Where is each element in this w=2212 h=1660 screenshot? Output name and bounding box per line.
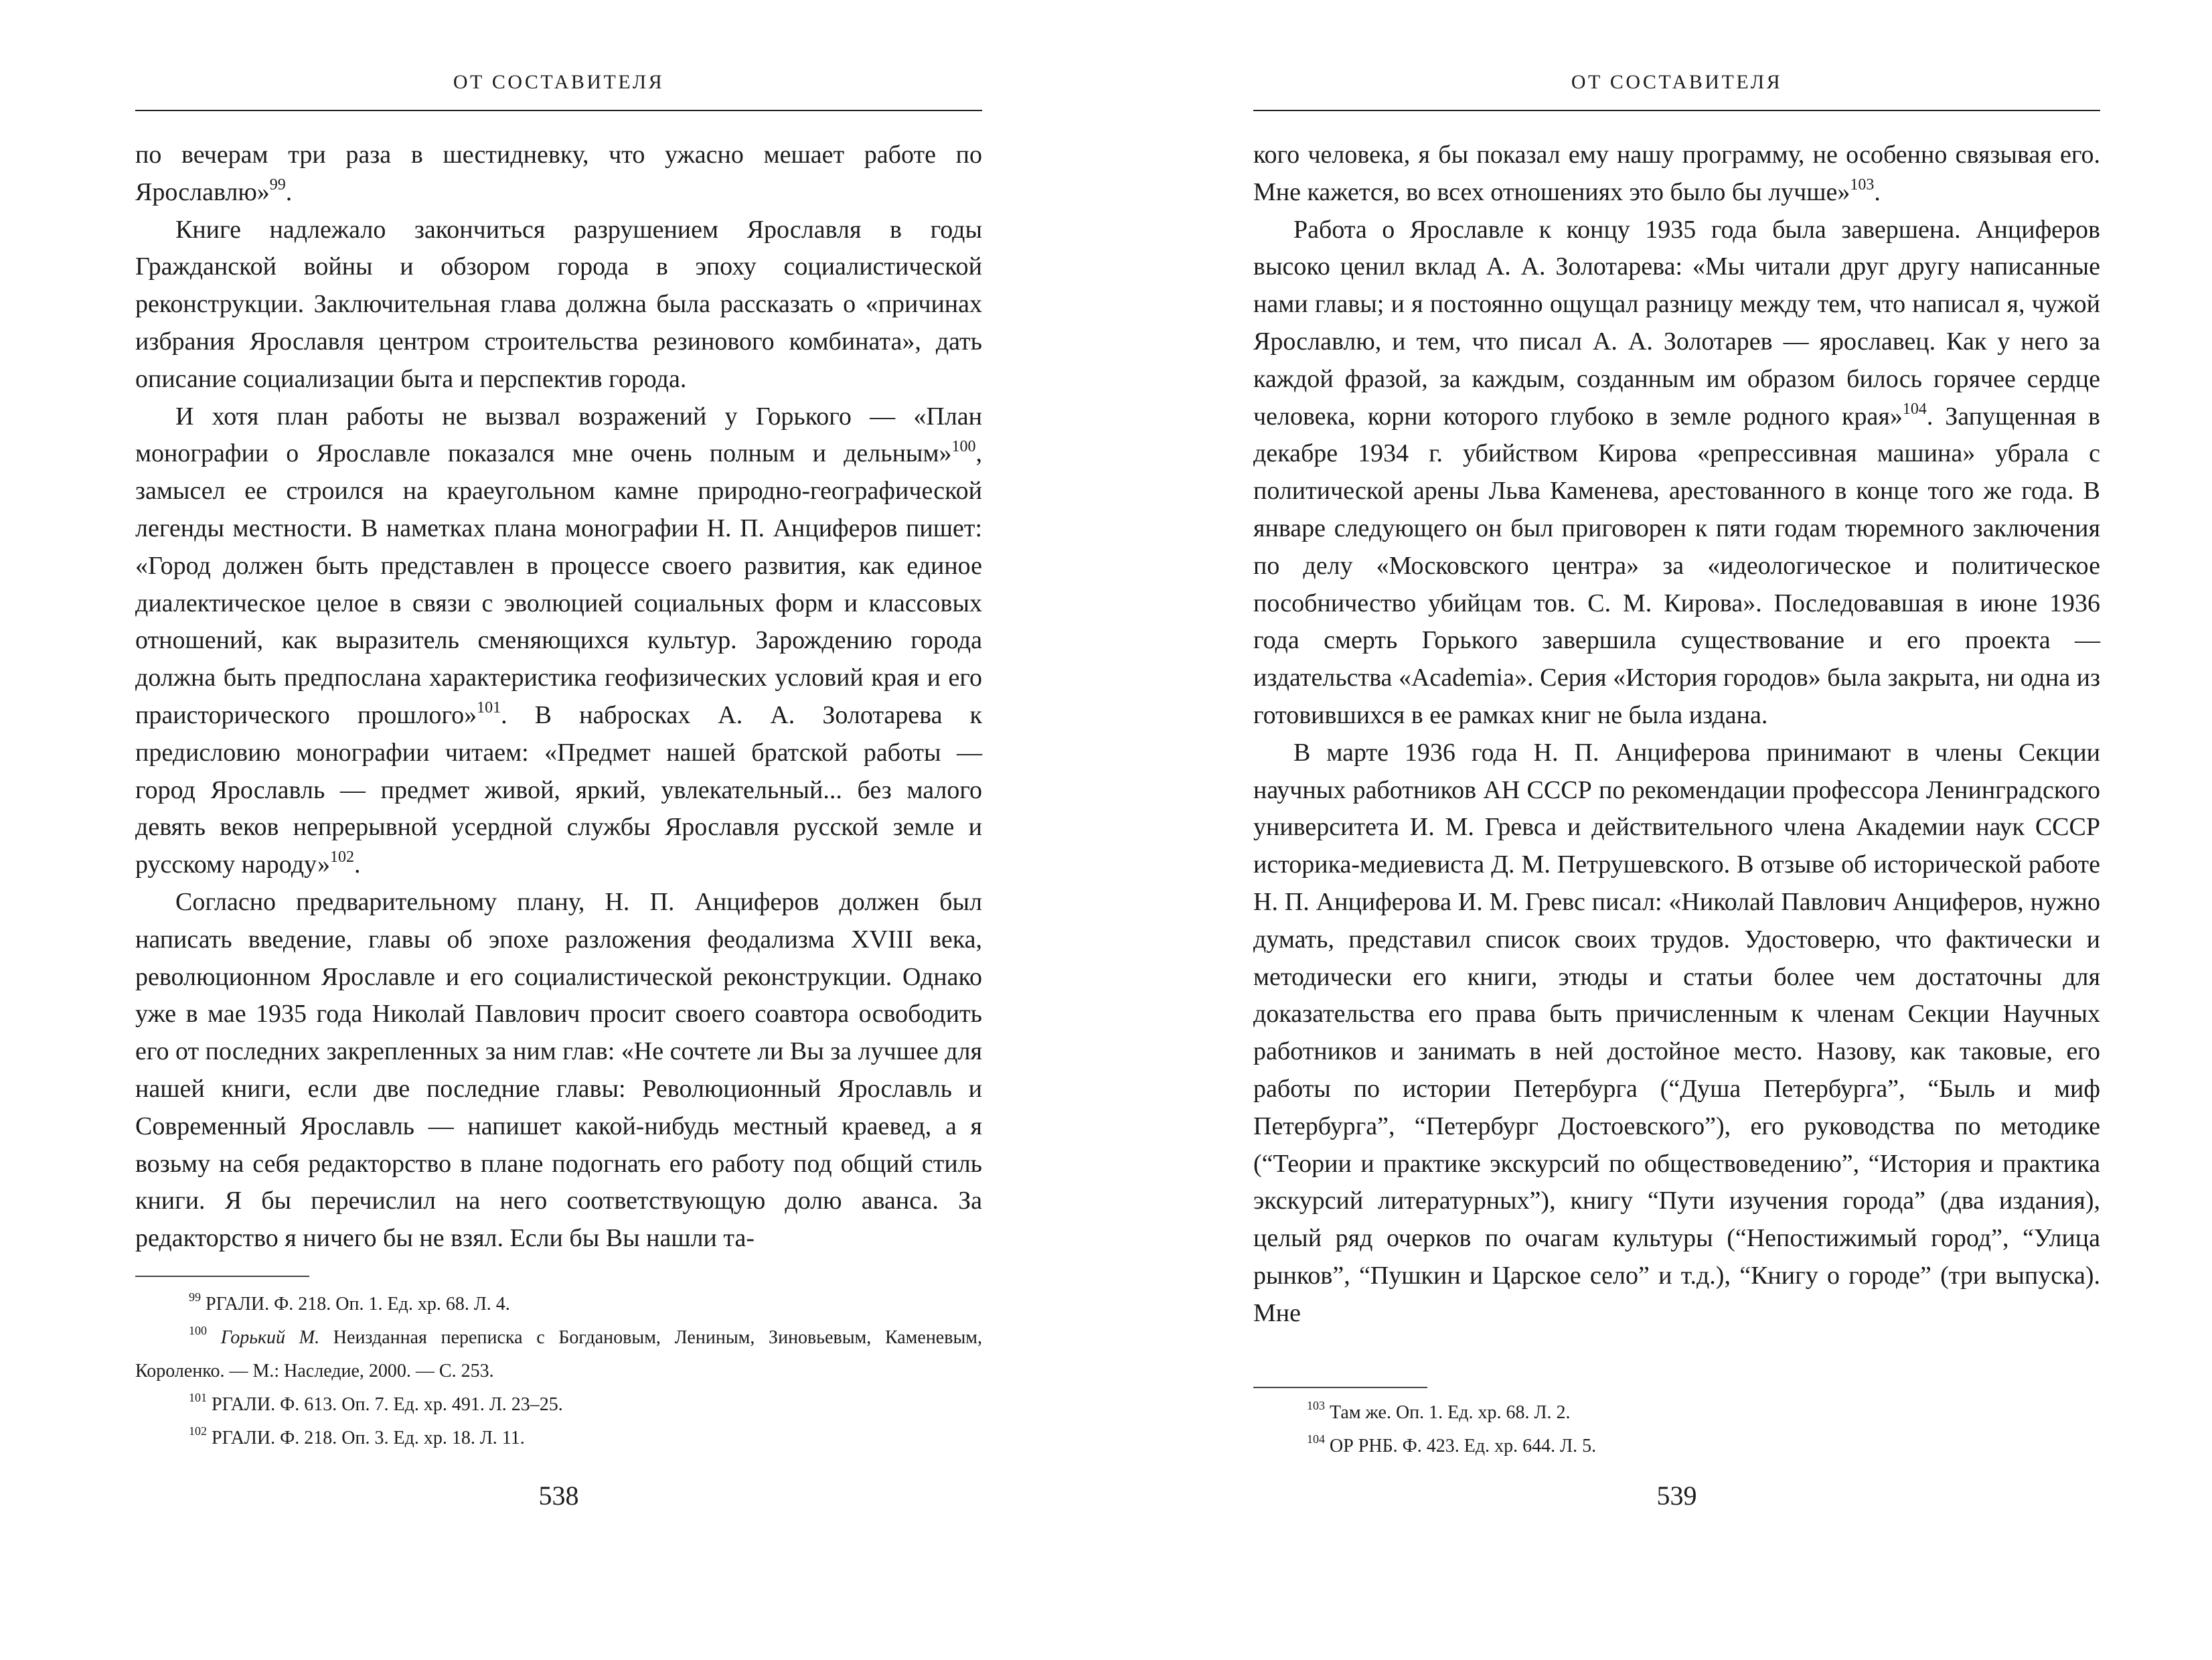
body-paragraph — [135, 398, 982, 884]
footnote-number: 104 — [1307, 1432, 1325, 1446]
paragraph-text: по вечерам три раза в шестидневку, что ужасно мешает работе по Ярославлю» — [135, 141, 982, 206]
right-page — [1253, 0, 2100, 1660]
footnote-text: Там же. Оп. 1. Ед. хр. 68. Л. 2. — [1330, 1402, 1571, 1423]
paragraph-text: , замысел ее строился на краеугольном камне природно-географической легенды местности. В наметках плана монографии Н. П. Анциферов пишет: «Город должен быть представлен в процессе своего развития, как единое диалектическое целое в связи с эволюцией социальных форм и классовых отношений, как выразитель сменяющихся культур. Зарождению города должна быть предпослана характеристика геофизических условий края и его праисторического прошлого» — [135, 439, 982, 729]
footnote-marker: 101 — [477, 699, 501, 717]
footnote — [1253, 1396, 2100, 1430]
paragraph-text: И хотя план работы не вызвал возражений у Горького — «План монографии о Ярославле показался мне очень полным и дельным» — [135, 402, 982, 468]
footnote-marker: 102 — [329, 848, 354, 866]
footnote-rule — [1253, 1387, 1427, 1388]
footnote-number: 101 — [189, 1390, 207, 1404]
page-number: 539 — [1656, 1481, 1697, 1511]
footnote — [135, 1321, 982, 1388]
paragraph-text: . — [1874, 177, 1881, 206]
body-text — [135, 137, 982, 1258]
footnote-text: РГАЛИ. Ф. 218. Оп. 3. Ед. хр. 18. Л. 11. — [212, 1428, 525, 1448]
footnote — [135, 1422, 982, 1455]
footnote — [1253, 1430, 2100, 1463]
paragraph-text: . В набросках А. А. Золотарева к предисловию монографии читаем: «Предмет нашей братской работы — город Ярославль — предмет живой, яркий, увлекательный... без малого девять веков непрерывной усердной службы Ярославля русской земле и русскому народу» — [135, 700, 982, 879]
footnote-number: 99 — [189, 1290, 201, 1304]
body-paragraph — [135, 884, 982, 1258]
footnote-text: Неизданная переписка с Богдановым, Лениным, Зиновьевым, Каменевым, Короленко. — М.: Наследие, 2000. — С. 253. — [135, 1327, 982, 1381]
footnote-number: 100 — [189, 1323, 207, 1337]
footnote-number: 102 — [189, 1424, 207, 1438]
paragraph-text: Работа о Ярославле к концу 1935 года была завершена. Анциферов высоко ценил вклад А. А. Золотарева: «Мы читали друг другу написанные нами главы; и я постоянно ощущал разницу между тем, что написал я, чужой Ярославлю, и тем, что писал А. А. Золотарев — ярославец. Как у него за каждой фразой, за каждым, созданным им образом билось горячее сердце человека, корни которого глубоко в земле родного края» — [1253, 215, 2100, 431]
footnote — [135, 1288, 982, 1321]
footnote-number: 103 — [1307, 1398, 1325, 1412]
header-rule — [135, 110, 982, 111]
footnote-text: РГАЛИ. Ф. 218. Оп. 1. Ед. хр. 68. Л. 4. — [206, 1294, 510, 1314]
body-paragraph — [1253, 735, 2100, 1333]
body-paragraph — [135, 137, 982, 212]
paragraph-text: Согласно предварительному плану, Н. П. Анциферов должен был написать введение, главы об эпохе разложения феодализма XVIII века, революционном Ярославле и его социалистической реконструкции. Однако уже в мае 1935 года Николай Павлович просит своего соавтора освободить его от последних закрепленных за ним глав: «Не сочтете ли Вы за лучшее для нашей книги, если две последние главы: Революционный Ярославль и Современный Ярославль — напишет какой-нибудь местный краевед, а я возьму на себя редакторство в плане подогнать его работу под общий стиль книги. Я бы перечислил на него соответствующую долю аванса. За редакторство я ничего бы не взял. Если бы Вы нашли та- — [135, 887, 982, 1253]
footnote-rule — [135, 1276, 309, 1277]
body-text — [1253, 137, 2100, 1333]
running-header: ОТ СОСТАВИТЕЛЯ — [453, 71, 665, 93]
running-header: ОТ СОСТАВИТЕЛЯ — [1571, 71, 1783, 93]
page-number: 538 — [538, 1481, 579, 1511]
paragraph-text: кого человека, я бы показал ему нашу программу, не особенно связывая его. Мне кажется, во всех отношениях это было бы лучше» — [1253, 141, 2100, 206]
footnote-marker: 103 — [1850, 176, 1875, 194]
footnote-author: Горький М. — [220, 1327, 320, 1348]
footnote-marker: 104 — [1902, 400, 1927, 418]
paragraph-text: . Запущенная в декабре 1934 г. убийством Кирова «репрессивная машина» убрала с политической арены Льва Каменева, арестованного в конце того же года. В январе следующего он был приговорен к пяти годам тюремного заключения по делу «Московского центра» за «идеологическое и политическое пособничество убийцам тов. С. М. Кирова». Последовавшая в июне 1936 года смерть Горького завершила существование и его проекта — издательства «Academia». Серия «История городов» была закрыта, ни одна из готовившихся в ее рамках книг не была издана. — [1253, 402, 2100, 729]
footnote-text: РГАЛИ. Ф. 613. Оп. 7. Ед. хр. 491. Л. 23–25. — [212, 1394, 563, 1415]
paragraph-text: . — [285, 177, 293, 206]
body-paragraph — [1253, 212, 2100, 735]
footnotes — [1253, 1396, 2100, 1463]
footnotes — [135, 1288, 982, 1455]
paragraph-text: . — [353, 850, 361, 879]
footnote-text: ОР РНБ. Ф. 423. Ед. хр. 644. Л. 5. — [1330, 1436, 1597, 1456]
left-page — [135, 0, 982, 1660]
paragraph-text: В марте 1936 года Н. П. Анциферова принимают в члены Секции научных работников АН СССР по рекомендации профессора Ленинградского университета И. М. Гревса и действительного члена Академии наук СССР историка-медиевиста Д. М. Петрушевского. В отзыве об исторической работе Н. П. Анциферова И. М. Гревс писал: «Николай Павлович Анциферов, нужно думать, представил список своих трудов. Удостоверю, что фактически и методически его книги, этюды и статьи более чем достаточны для доказательства его права быть причисленным к членам Секции Научных работников и занимать в ней достойное место. Назову, как таковые, его работы по истории Петербурга (“Душа Петербурга”, “Быль и миф Петербурга”, “Петербург Достоевского”), его руководства по методике (“Теории и практике экскурсий по обществоведению”, “История и практика экскурсий литературных”), книгу “Пути изучения города” (два издания), целый ряд очерков по очагам культуры (“Непостижимый город”, “Улица рынков”, “Пушкин и Царское село” и т.д.), “Книгу о городе” (три выпуска). Мне — [1253, 738, 2100, 1327]
body-paragraph — [135, 212, 982, 398]
footnote-marker: 100 — [951, 437, 976, 455]
header-rule — [1253, 110, 2100, 111]
body-paragraph — [1253, 137, 2100, 212]
paragraph-text: Книге надлежало закончиться разрушением Ярославля в годы Гражданской войны и обзором города в эпоху социалистической реконструкции. Заключительная глава должна была рассказать о «причинах избрания Ярославля центром строительства резинового комбината», дать описание социализации быта и перспектив города. — [135, 215, 982, 393]
footnote — [135, 1388, 982, 1422]
footnote-marker: 99 — [269, 176, 286, 194]
